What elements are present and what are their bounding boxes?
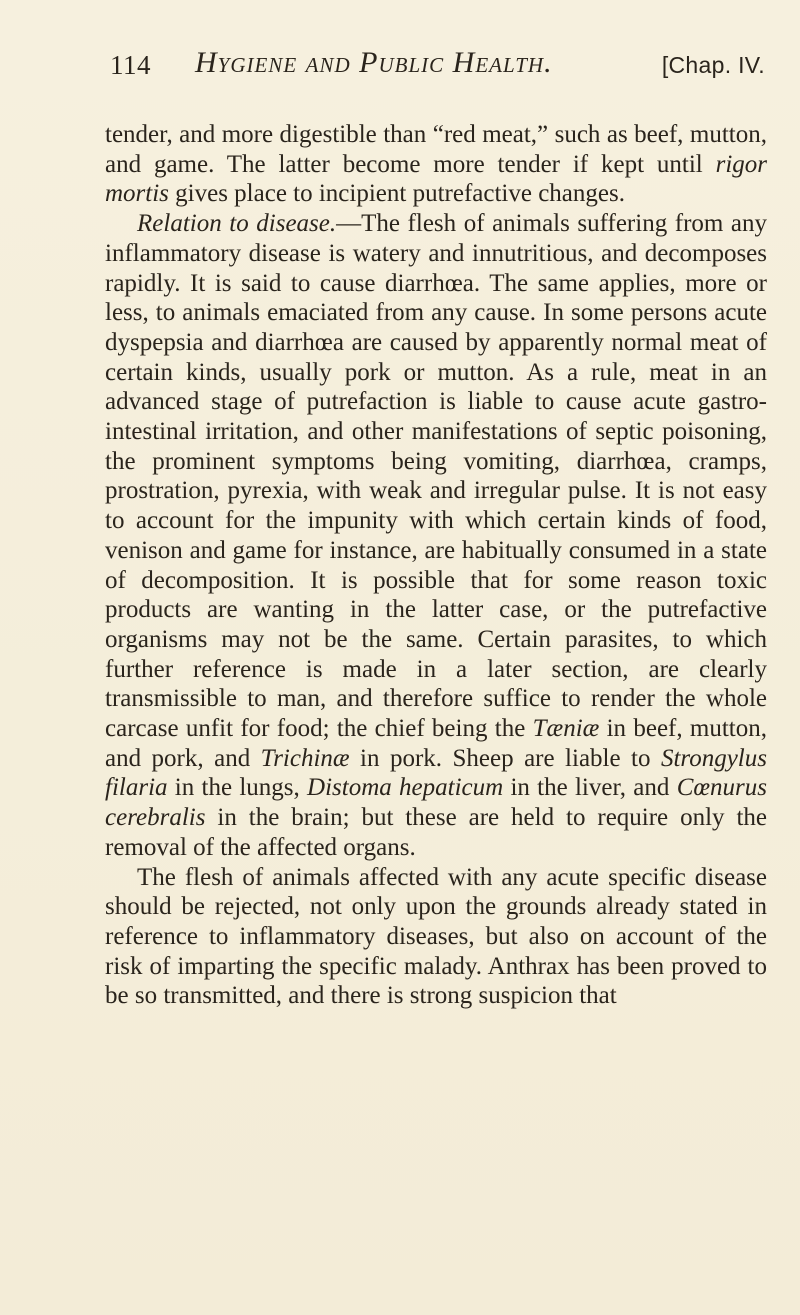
running-head <box>110 46 765 86</box>
italic-term: rigor mortis <box>105 150 767 208</box>
parasite-name: Tæniæ <box>532 715 600 743</box>
chapter-label: [Chap. IV. <box>661 52 765 78</box>
page-number: 114 <box>110 50 151 80</box>
paragraph-1: tender, and more digestible than “red meat,” such as beef, mutton, and game. The latter become more tender if kept until rigor mortis gives place to incipient putrefactive changes. <box>105 121 767 208</box>
section-heading: Relation to disease. <box>137 210 337 238</box>
paragraph-3: The flesh of animals affected with any acute specific disease should be rejected, not only upon the grounds already stated in reference to inflammatory diseases, but also on account of the risk of imparting the specific malady. Anthrax has been proved to be so transmitted, and there is strong suspicion that <box>105 863 767 1010</box>
parasite-name: Distoma hepaticum <box>307 774 504 802</box>
parasite-name: Strongylus filaria <box>105 744 767 802</box>
body-text <box>105 120 767 1011</box>
paragraph-2: Relation to disease.—The flesh of animals suffering from any inflammatory disease is watery and innutritious, and decomposes rapidly. It is said to cause diarrhœa. The same applies, more or less, to animals emaciated from any cause. In some persons acute dyspepsia and diarrhœa are caused by apparently normal meat of certain kinds, usually pork or mutton. As a rule, meat in an advanced stage of putrefaction is liable to cause acute gastro-intestinal irritation, and other manifestations of septic poisoning, the prominent symptoms being vomiting, diarrhœa, cramps, prostration, pyrexia, with weak and irregular pulse. It is not easy to account for the impunity with which certain kinds of food, venison and game for instance, are habitually consumed in a state of decomposition. It is possible that for some reason toxic products are wanting in the latter case, or the putrefactive organisms may not be the same. Certain parasites, to which further reference is made in a later section, are clearly transmissible to man, and therefore suffice to render the whole carcase unfit for food; the chief being the Tæniæ in beef, mutton, and pork, and Trichinæ in pork. Sheep are liable to Strongylus filaria in the lungs, Distoma hepaticum in the liver, and Cœnurus cerebralis in the brain; but these are held to require only the removal of the affected organs. <box>105 210 767 861</box>
parasite-name: Cœnurus cerebralis <box>105 774 767 832</box>
running-title: Hygiene and Public Health. <box>195 46 553 79</box>
parasite-name: Trichinæ <box>260 744 350 772</box>
